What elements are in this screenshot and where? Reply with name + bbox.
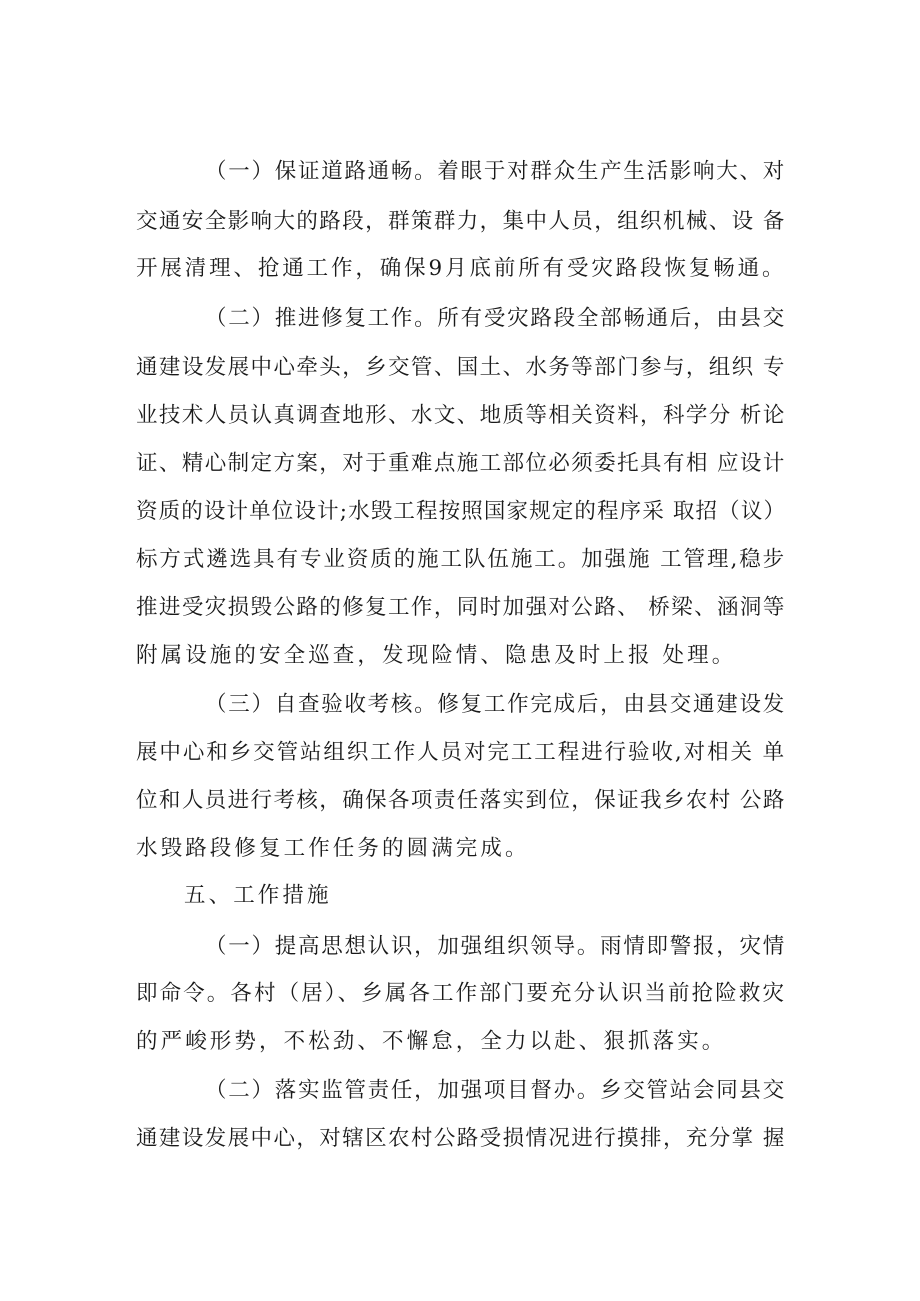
text-line-8: 资质的设计单位设计;水毁工程按照国家规定的程序采 取招（议） [136, 499, 787, 524]
text-line-7: 证、精心制定方案，对于重难点施工部位必须委托具有相 应设计 [136, 451, 786, 476]
text-line-20: （二）落实监管责任，加强项目督办。乡交管站会同县交 [205, 1078, 787, 1103]
text-line-12: （三）自查验收考核。修复工作完成后，由县交通建设发 [205, 692, 787, 717]
text-line-2: 交通安全影响大的路段，群策群力，集中人员，组织机械、设 备 [136, 209, 786, 234]
text-line-18: 即命令。各村（居）、乡属各工作部门要充分认识当前抢险救灾 [136, 981, 787, 1006]
text-line-6: 业技术人员认真调查地形、水文、地质等相关资料，科学分 析论 [136, 403, 786, 428]
text-line-19: 的严峻形势，不松劲、不懈怠，全力以赴、狠抓落实。 [136, 1029, 727, 1054]
text-line-13: 展中心和乡交管站组织工作人员对完工工程进行验收,对相关 单 [136, 740, 787, 765]
text-line-1: （一）保证道路通畅。着眼于对群众生产生活影响大、对 [205, 159, 787, 184]
text-line-21: 通建设发展中心，对辖区农村公路受损情况进行摸排，充分掌 握 [136, 1126, 786, 1151]
text-line-4: （二）推进修复工作。所有受灾路段全部畅通后，由县交 [205, 306, 787, 331]
text-line-14: 位和人员进行考核，确保各项责任落实到位，保证我乡农村 公路 [136, 788, 786, 813]
text-line-10: 推进受灾损毁公路的修复工作，同时加强对公路、 桥梁、涵洞等 [136, 595, 786, 620]
text-line-11: 附属设施的安全巡查，发现险情、隐患及时上报 处理。 [136, 643, 737, 668]
text-line-17: （一）提高思想认识，加强组织领导。雨情即警报，灾情 [205, 934, 787, 959]
text-line-9: 标方式遴选具有专业资质的施工队伍施工。加强施 工管理,稳步 [136, 547, 787, 572]
text-line-15: 水毁路段修复工作任务的圆满完成。 [136, 836, 530, 861]
text-line-5: 通建设发展中心牵头，乡交管、国土、水务等部门参与，组织 专 [136, 355, 786, 380]
section-heading: 五、工作措施 [184, 883, 332, 908]
text-line-3: 开展清理、抢通工作，确保9月底前所有受灾路段恢复畅通。 [136, 256, 787, 281]
